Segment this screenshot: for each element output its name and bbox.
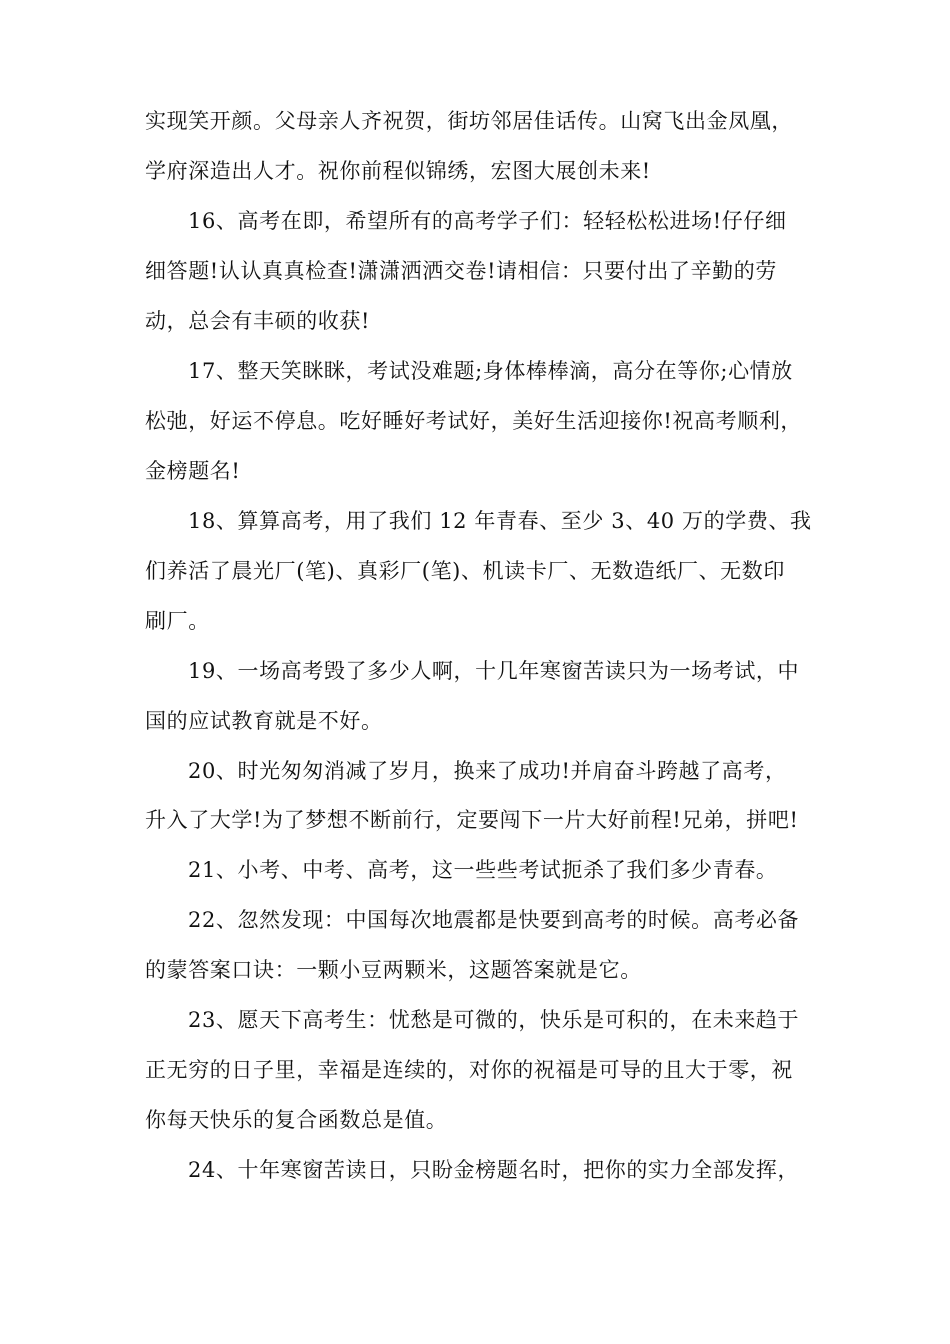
item-19-line: 19、一场高考毁了多少人啊，十几年寒窗苦读只为一场考试，中 bbox=[188, 659, 800, 683]
item-16-line: 16、高考在即，希望所有的高考学子们：轻轻松松进场!仔仔细 bbox=[188, 209, 787, 233]
text-line: 刷厂。 bbox=[145, 609, 210, 633]
text-line: 的蒙答案口诀：一颗小豆两颗米，这题答案就是它。 bbox=[145, 958, 642, 982]
text-line: 国的应试教育就是不好。 bbox=[145, 709, 383, 733]
item-23-line: 23、愿天下高考生：忧愁是可微的，快乐是可积的，在未来趋于 bbox=[188, 1008, 800, 1032]
text-line: 学府深造出人才。祝你前程似锦绣，宏图大展创未来! bbox=[145, 159, 651, 183]
item-21-line: 21、小考、中考、高考，这一些些考试扼杀了我们多少青春。 bbox=[188, 858, 778, 882]
text-line: 升入了大学!为了梦想不断前行，定要闯下一片大好前程!兄弟，拼吧! bbox=[145, 808, 799, 832]
text-line: 正无穷的日子里，幸福是连续的，对你的祝福是可导的且大于零，祝 bbox=[145, 1058, 793, 1082]
item-17-line: 17、整天笑眯眯，考试没难题;身体棒棒滴，高分在等你;心情放 bbox=[188, 359, 793, 383]
text-line: 细答题!认认真真检查!潇潇洒洒交卷!请相信：只要付出了辛勤的劳 bbox=[145, 259, 777, 283]
item-18-line: 18、算算高考，用了我们 12 年青春、至少 3、40 万的学费、我 bbox=[188, 509, 812, 533]
text-line: 松弛，好运不停息。吃好睡好考试好，美好生活迎接你!祝高考顺利， bbox=[145, 409, 803, 433]
text-line: 们养活了晨光厂(笔)、真彩厂(笔)、机读卡厂、无数造纸厂、无数印 bbox=[145, 559, 785, 583]
text-line: 实现笑开颜。父母亲人齐祝贺，街坊邻居佳话传。山窝飞出金凤凰， bbox=[145, 109, 793, 133]
item-20-line: 20、时光匆匆消减了岁月，换来了成功!并肩奋斗跨越了高考， bbox=[188, 759, 787, 783]
text-line: 动，总会有丰硕的收获! bbox=[145, 309, 371, 333]
text-line: 金榜题名! bbox=[145, 459, 241, 483]
item-24-line: 24、十年寒窗苦读日，只盼金榜题名时，把你的实力全部发挥， bbox=[188, 1158, 800, 1182]
item-22-line: 22、忽然发现：中国每次地震都是快要到高考的时候。高考必备 bbox=[188, 908, 800, 932]
text-line: 你每天快乐的复合函数总是值。 bbox=[145, 1108, 448, 1132]
